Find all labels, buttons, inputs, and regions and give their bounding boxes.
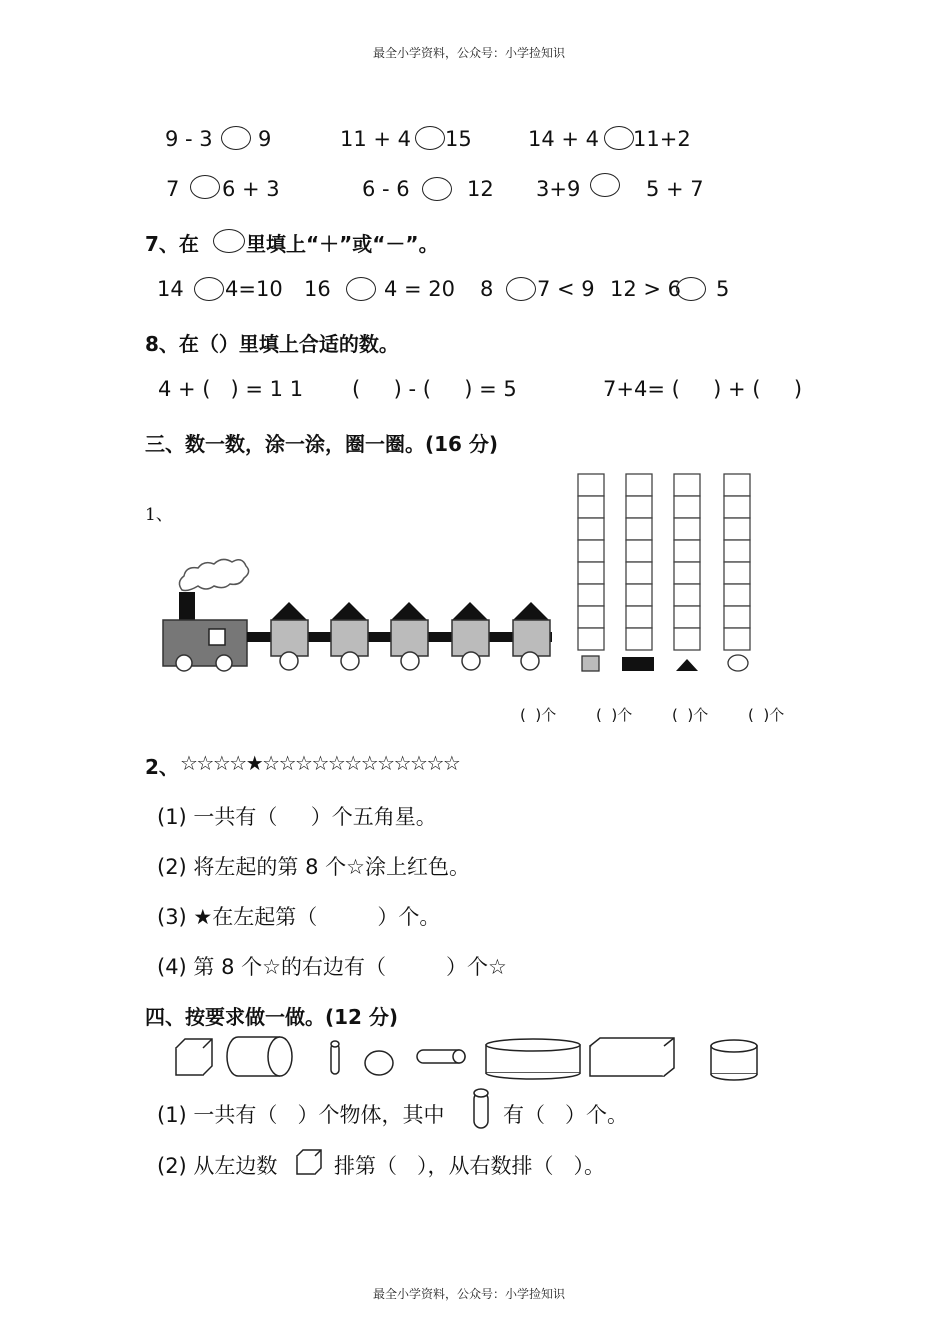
locomotive-window	[209, 629, 225, 645]
triangle-shape-icon	[676, 659, 698, 671]
q7-item-3-left: 8	[480, 277, 494, 301]
page-footer: 最全小学资料，公众号：小学捡知识	[373, 1287, 566, 1301]
inline-cylinder-icon	[474, 1089, 488, 1128]
compare-4-right: 6 + 3	[222, 177, 280, 201]
compare-2-left: 11 + 4	[340, 127, 412, 151]
wagon-3	[391, 602, 428, 670]
compare-1-right: 9	[258, 127, 272, 151]
q7-item-2-right: 4 = 20	[384, 277, 456, 301]
star-row: ☆☆☆☆★☆☆☆☆☆☆☆☆☆☆☆☆	[180, 751, 460, 775]
compare-4-left: 7	[166, 177, 180, 201]
flat-cylinder-icon	[486, 1039, 580, 1079]
pencil-cylinder-icon	[417, 1050, 465, 1063]
compare-6-right: 5 + 7	[646, 177, 704, 201]
circle-shape-icon	[728, 655, 748, 671]
answer-triangles: ( )个	[672, 706, 709, 724]
horizontal-cylinder-icon	[227, 1037, 292, 1076]
s4-q1-a: (1) 一共有（ ）个物体，其中	[157, 1103, 445, 1127]
smoke-cloud	[179, 559, 248, 590]
short-cylinder-icon	[711, 1040, 757, 1080]
q8-title: 8、在（）里填上合适的数。	[145, 332, 399, 356]
q7-title-a: 7、在	[145, 232, 199, 256]
q8-item-3: 7+4= ( ) + ( )	[603, 377, 803, 401]
wagon-1	[271, 602, 308, 670]
compare-3-right: 11+2	[633, 127, 691, 151]
compare-2-right: 15	[445, 127, 472, 151]
ball-icon	[365, 1051, 393, 1075]
q7-item-1-right: 4=10	[225, 277, 283, 301]
q7-item-2-left: 16	[304, 277, 331, 301]
wagon-2	[331, 602, 368, 670]
chimney	[179, 592, 195, 620]
q2-sub-2: (2) 将左起的第 8 个☆涂上红色。	[157, 855, 470, 879]
solid-objects	[176, 1037, 757, 1080]
wagon-4	[452, 602, 489, 670]
compare-5-left: 6 - 6	[362, 177, 410, 201]
wagon-5	[513, 602, 550, 670]
counting-column-2	[626, 474, 652, 650]
q7-item-4-right: 5	[716, 277, 730, 301]
q2-label: 2、	[145, 755, 179, 779]
thin-cylinder-icon	[331, 1041, 339, 1074]
section3-title: 三、数一数，涂一涂，圈一圈。(16 分)	[145, 432, 499, 456]
locomotive	[163, 620, 247, 666]
s4-q2-a: (2) 从左边数	[157, 1154, 278, 1178]
compare-1-left: 9 - 3	[165, 127, 213, 151]
counting-column-4	[724, 474, 750, 650]
answer-circles: ( )个	[748, 706, 785, 724]
q8-item-1: 4 + ( ) = 1 1	[158, 377, 304, 401]
q7-item-3-right: 7 < 9	[537, 277, 595, 301]
counting-column-3	[674, 474, 700, 650]
page-header: 最全小学资料，公众号：小学捡知识	[373, 46, 566, 60]
inline-cube-icon	[297, 1150, 321, 1174]
q2-sub-4: (4) 第 8 个☆的右边有（ ）个☆	[157, 955, 507, 979]
q7-item-4-left: 12 > 6	[610, 277, 682, 301]
q2-sub-3: (3) ★在左起第（ ）个。	[157, 905, 441, 929]
square-shape-icon	[582, 656, 599, 671]
q7-item-1-left: 14	[157, 277, 184, 301]
section4-title: 四、按要求做一做。(12 分)	[145, 1005, 399, 1029]
counting-column-1	[578, 474, 604, 650]
q2-sub-1: (1) 一共有（ ）个五角星。	[157, 805, 437, 829]
s4-q1-b: 有（ ）个。	[503, 1103, 629, 1127]
s4-q2-b: 排第（ ），从右数排（ ）。	[334, 1154, 606, 1178]
rectangle-shape-icon	[622, 657, 654, 671]
compare-5-right: 12	[467, 177, 494, 201]
q8-item-2: ( ) - ( ) = 5	[352, 377, 517, 401]
answer-rectangles: ( )个	[596, 706, 633, 724]
compare-3-left: 14 + 4	[528, 127, 600, 151]
cuboid-icon	[590, 1038, 674, 1076]
cube-icon	[176, 1039, 212, 1075]
compare-6-left: 3+9	[536, 177, 581, 201]
answer-squares: ( )个	[520, 706, 557, 724]
q1-label: 1、	[145, 505, 173, 525]
q7-title-b: 里填上“＋”或“－”。	[246, 232, 439, 256]
